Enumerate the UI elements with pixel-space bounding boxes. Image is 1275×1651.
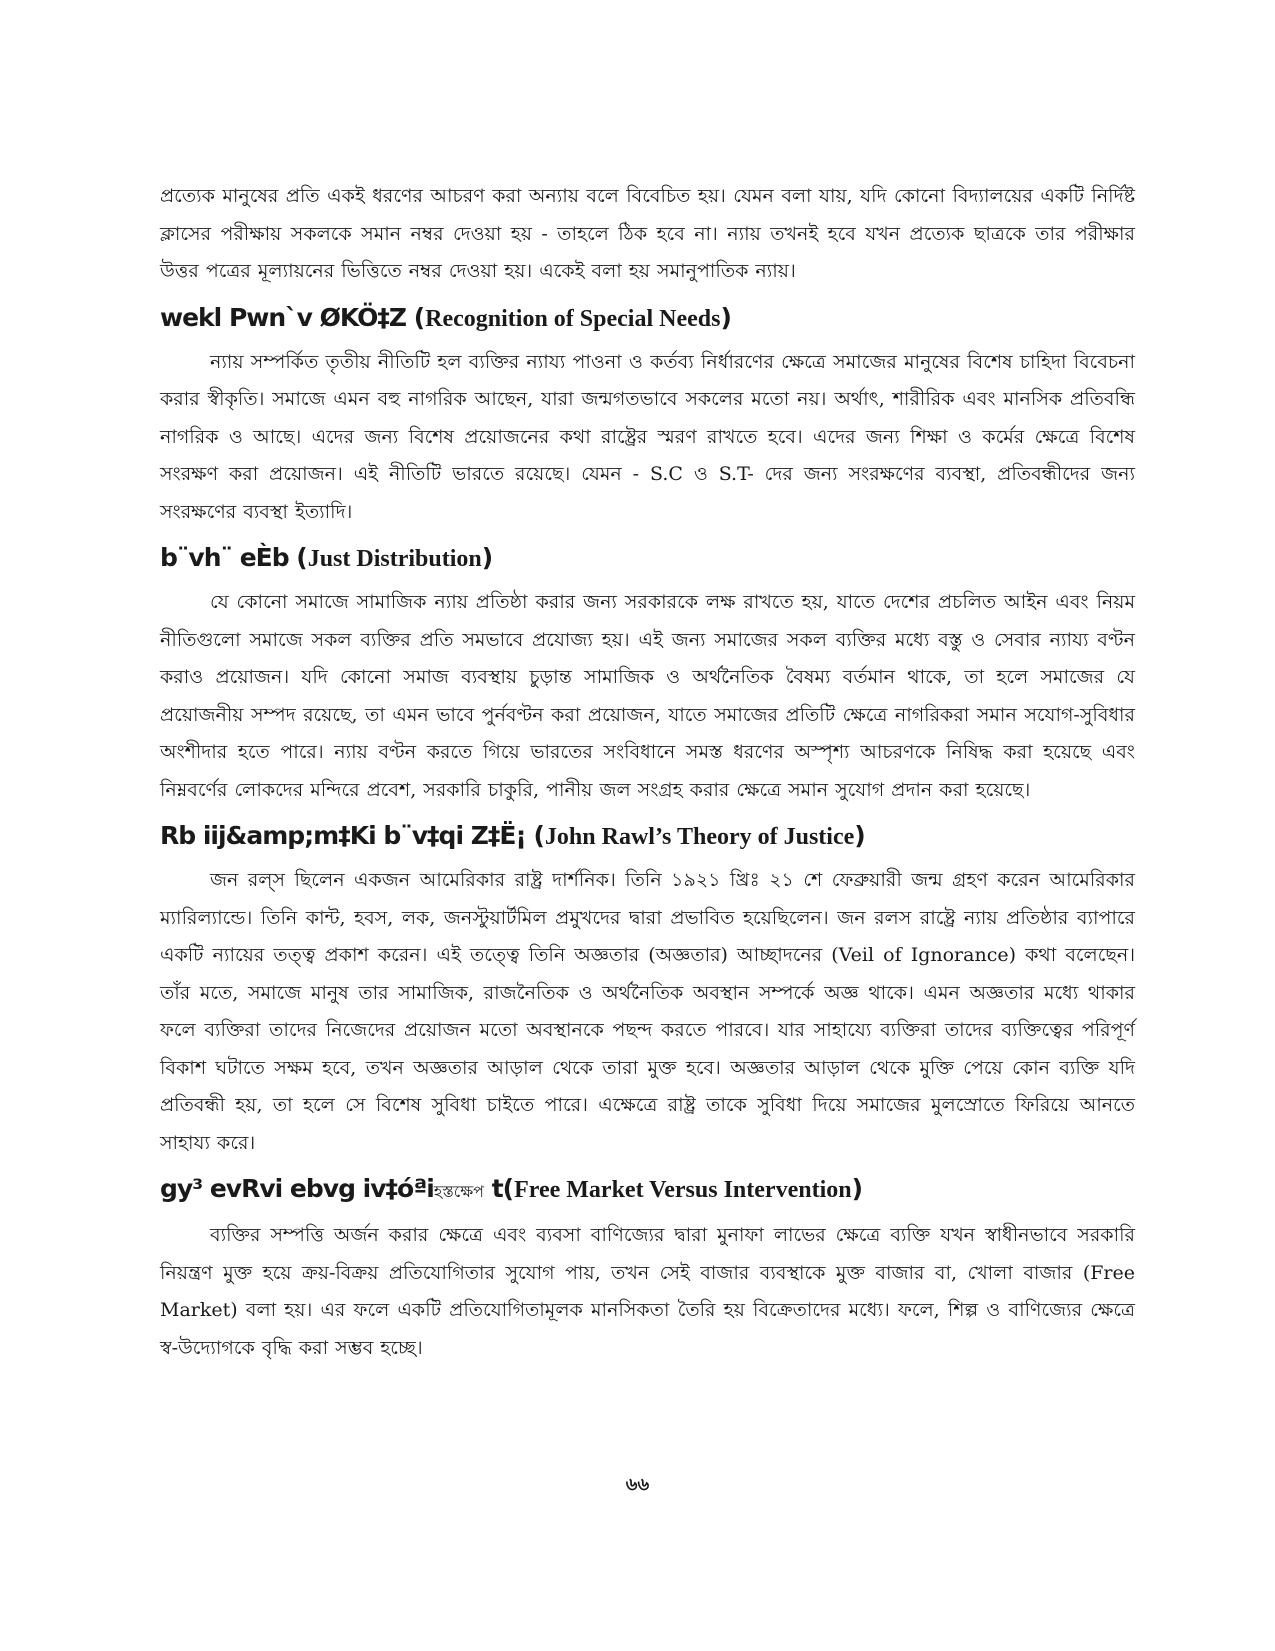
heading-english-text: Recognition of Special Needs [425,305,721,332]
heading-free-market-vs-intervention [160,1172,1135,1209]
heading-paren-close: ) [851,1174,864,1203]
heading-paren-close: ) [854,821,866,850]
heading-english-text: John Rawl’s Theory of Justice [544,824,855,850]
heading-recognition-of-special-needs [160,301,1135,336]
heading-paren-open: ( [533,821,545,850]
paragraph-just-distribution: যে কোনো সমাজে সামাজিক ন্যায় প্রতিষ্ঠা করার জন্য সরকারকে লক্ষ রাখতে হয়, যাতে দেশের প্রচলিত আইন এবং নিয়ম নীতিগুলো সমাজে সকল ব্যক্তির প্রতি সমভাবে প্রযোজ্য হয়। এই জন্য সমাজের সকল ব্যক্তির মধ্যে বস্তু ও সেবার ন্যায্য বণ্টন করাও প্রয়োজন। যদি কোনো সমাজ ব্যবস্থায় চুড়ান্ত সামাজিক ও অর্থনৈতিক বৈষম্য বর্তমান থাকে, তা হলে সমাজের যে প্রয়োজনীয় সম্পদ রয়েছে, তা এমন ভাবে পুর্নবণ্টন করা প্রয়োজন, যাতে সমাজের প্রতিটি ক্ষেত্রে নাগরিকরা সমান সযোগ-সুবিধার অংশীদার হতে পারে। ন্যায় বণ্টন করতে গিয়ে ভারতের সংবিধানে সমস্ত ধরণের অস্পৃশ্য আচরণকে নিষিদ্ধ করা হয়েছে এবং নিম্নবর্ণের লোকদের মন্দিরে প্রবেশ, সরকারি চাকুরি, পানীয় জল সংগ্রহ করার ক্ষেত্রে সমান সুযোগ প্রদান করা হয়েছে। [160,591,1135,801]
paragraph-proportional-justice: প্রত্যেক মানুষের প্রতি একই ধরণের আচরণ করা অন্যায় বলে বিবেচিত হয়। যেমন বলা যায়, যদি কোনো বিদ্যালয়ের একটি নির্দিষ্ট ক্লাসের পরীক্ষায় সকলকে সমান নম্বর দেওয়া হয় - তাহলে ঠিক হবে না। ন্যায় তখনই হবে যখন প্রত্যেক ছাত্রকে তার পরীক্ষার উত্তর পত্রের মূল্যায়নের ভিত্তিতে নম্বর দেওয়া হয়। একেই বলা হয় সমানুপাতিক ন্যায়। [160,185,1135,282]
heading-paren-open: ( [502,1174,515,1203]
heading-garbled-text: b¨vh¨ eÈb [160,543,289,572]
heading-paren-close: ) [481,543,494,572]
heading-garbled-tail: t [491,1174,503,1203]
heading-rawls-theory [160,819,1135,854]
heading-english-text: Free Market Versus Intervention [514,1177,852,1203]
page-number: ৬৬ [625,1474,650,1495]
heading-paren-open: ( [413,302,426,332]
heading-paren-open: ( [296,543,308,572]
heading-garbled-text: Rb iij&amp;m‡Ki b¨v‡qi Z‡Ë¡ [160,821,526,850]
paragraph-special-needs: ন্যায় সম্পর্কিত তৃতীয় নীতিটি হল ব্যক্তির ন্যায্য পাওনা ও কর্তব্য নির্ধারণের ক্ষেত্রে সমাজের মানুষের বিশেষ চাহিদা বিবেচনা করার স্বীকৃতি। সমাজে এমন বহু নাগরিক আছেন, যারা জন্মগতভাবে সকলের মতো নয়। অর্থাৎ, শারীরিক এবং মানসিক প্রতিবন্ধি নাগরিক ও আছে। এদের জন্য বিশেষ প্রয়োজনের কথা রাষ্ট্রের স্মরণ রাখতে হবে। এদের জন্য শিক্ষা ও কর্মের ক্ষেত্রে বিশেষ সংরক্ষণ করা প্রয়োজন। এই নীতিটি ভারতে রয়েছে। যেমন - S.C ও S.T- দের জন্য সংরক্ষণের ব্যবস্থা, প্রতিবন্ধীদের জন্য সংরক্ষণের ব্যবস্থা ইত্যাদি। [160,350,1135,523]
heading-garbled-text: gy³ evRvi ebvg iv‡óªi [160,1174,434,1203]
heading-just-distribution [160,541,1135,576]
heading-bengali-word: হস্তক্ষেপ [433,1182,485,1201]
heading-garbled-text: wekl Pwn`v ØKÖ‡Z [160,302,407,332]
heading-english-text: Just Distribution [307,546,482,572]
document-body [160,178,1135,1367]
paragraph-free-market: ব্যক্তির সম্পত্তি অর্জন করার ক্ষেত্রে এবং ব্যবসা বাণিজ্যের দ্বারা মুনাফা লাভের ক্ষেত্রে ব্যক্তি যখন স্বাধীনভাবে সরকারি নিয়ন্ত্রণ মুক্ত হয়ে ক্রয়-বিক্রয় প্রতিযোগিতার সুযোগ পায়, তখন সেই বাজার ব্যবস্থাকে মুক্ত বাজার বা, খোলা বাজার (Free Market) বলা হয়। এর ফলে একটি প্রতিযোগিতামূলক মানসিকতা তৈরি হয় বিক্রেতাদের মধ্যে। ফলে, শিল্প ও বাণিজ্যের ক্ষেত্রে স্ব-উদ্যোগকে বৃদ্ধি করা সম্ভব হচ্ছে। [160,1224,1135,1359]
heading-paren-close: ) [720,302,732,332]
paragraph-rawls-theory: জন রল্‌স ছিলেন একজন আমেরিকার রাষ্ট্র দার্শনিক। তিনি ১৯২১ খ্রিঃ ২১ শে ফেব্রুয়ারী জন্ম গ্রহণ করেন আমেরিকার ম্যারিল্যান্ডে। তিনি কান্ট, হবস, লক, জনস্টুয়ার্টমিল প্রমুখদের দ্বারা প্রভাবিত হয়েছিলেন। জন রলস রাষ্ট্রে ন্যায় প্রতিষ্ঠার ব্যাপারে একটি ন্যায়ের তত্ত্ব প্রকাশ করেন। এই তত্ত্বে তিনি অজ্ঞতার (অজ্ঞতার) আচ্ছাদনের (Veil of Ignorance) কথা বলেছেন। তাঁর মতে, সমাজে মানুষ তার সামাজিক, রাজনৈতিক ও অর্থনৈতিক অবস্থান সম্পর্কে অজ্ঞ থাকে। এমন অজ্ঞতার মধ্যে থাকার ফলে ব্যক্তিরা তাদের নিজেদের প্রয়োজন মতো অবস্থানকে পছন্দ করতে পারবে। যার সাহায্যে ব্যক্তিরা তাদের ব্যক্তিত্বের পরিপূর্ণ বিকাশ ঘটাতে সক্ষম হবে, তখন অজ্ঞতার আড়াল থেকে তারা মুক্ত হবে। অজ্ঞতার আড়াল থেকে মুক্তি পেয়ে কোন ব্যক্তি যদি প্রতিবন্ধী হয়, তা হলে সে বিশেষ সুবিধা চাইতে পারে। এক্ষেত্রে রাষ্ট্র তাকে সুবিধা দিয়ে সমাজের মুলস্রোতে ফিরিয়ে আনতে সাহায্য করে। [160,869,1135,1154]
